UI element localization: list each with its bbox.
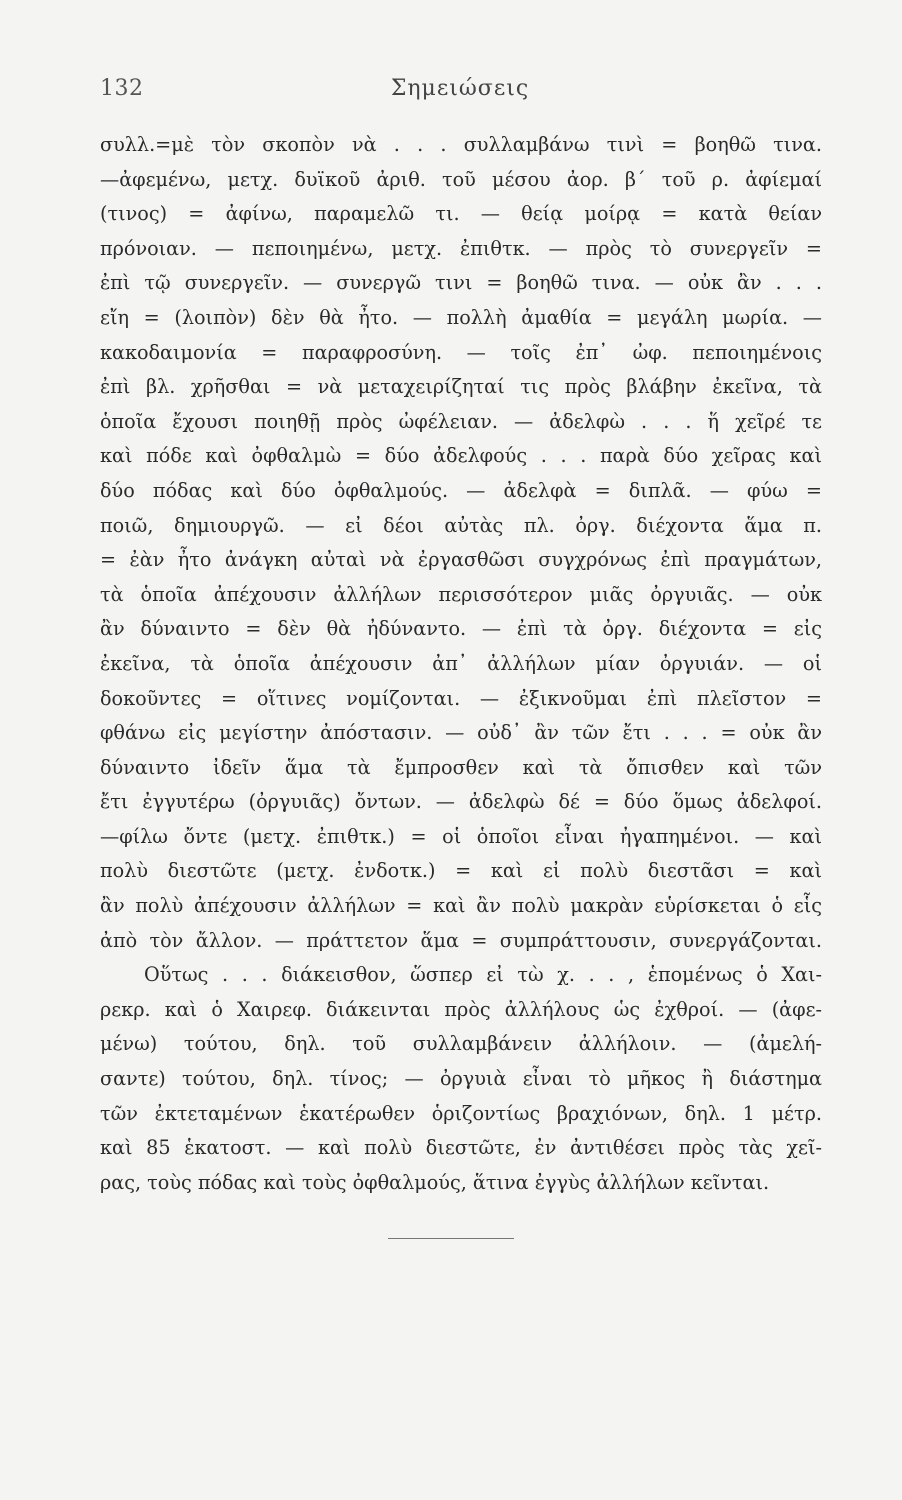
text-line: ἀπὸ τὸν ἄλλον. — πράττετον ἅμα = συμπράττουσιν, συνεργάζονται. [100, 928, 822, 952]
text-line: μένω) τούτου, δηλ. τοῦ συλλαμβάνειν ἀλλήλοιν. — (ἀμελή- [100, 1032, 822, 1056]
text-line: σαντε) τούτου, δηλ. τίνος; — ὀργυιὰ εἶναι τὸ μῆκος ἢ διάστημα [100, 1067, 822, 1091]
text-line: δοκοῦντες = οἵτινες νομίζονται. — ἐξικνοῦμαι ἐπὶ πλεῖστον = [100, 686, 822, 710]
text-line: = ἐὰν ἦτο ἀνάγκη αὐταὶ νὰ ἐργασθῶσι συγχρόνως ἐπὶ πραγμάτων, [100, 548, 822, 572]
text-line: πολὺ διεστῶτε (μετχ. ἐνδοτκ.) = καὶ εἰ πολὺ διεστᾶσι = καὶ [100, 859, 822, 883]
text-line: καὶ πόδε καὶ ὀφθαλμὼ = δύο ἀδελφούς . . . παρὰ δύο χεῖρας καὶ [100, 444, 822, 468]
text-line: ἂν πολὺ ἀπέχουσιν ἀλλήλων = καὶ ἂν πολὺ μακρὰν εὑρίσκεται ὁ εἷς [100, 894, 822, 918]
text-line: καὶ 85 ἑκατοστ. — καὶ πολὺ διεστῶτε, ἐν ἀντιθέσει πρὸς τὰς χεῖ- [100, 1136, 822, 1160]
text-line: δύο πόδας καὶ δύο ὀφθαλμούς. — ἀδελφὰ = διπλᾶ. — φύω = [100, 478, 822, 502]
text-line: ἔτι ἐγγυτέρω (ὀργυιᾶς) ὄντων. — ἀδελφὼ δέ = δύο ὅμως ἀδελφοί. [100, 790, 822, 814]
text-line: πρόνοιαν. — πεποιημένω, μετχ. ἐπιθτκ. — πρὸς τὸ συνεργεῖν = [100, 236, 822, 260]
text-line: (τινος) = ἀφίνω, παραμελῶ τι. — θείᾳ μοίρᾳ = κατὰ θείαν [100, 202, 822, 226]
text-line: συλλ.=μὲ τὸν σκοπὸν νὰ . . . συλλαμβάνω τινὶ = βοηθῶ τινα. [100, 133, 822, 156]
text-line: ρεκρ. καὶ ὁ Χαιρεφ. διάκεινται πρὸς ἀλλήλους ὡς ἐχθροί. — (ἀφε- [100, 997, 822, 1021]
running-title: Σημειώσεις [390, 76, 530, 101]
text-line: —ἀφεμένω, μετχ. δυϊκοῦ ἀριθ. τοῦ μέσου ἀορ. β΄ τοῦ ρ. ἀφίεμαί [100, 167, 822, 191]
page-number: 132 [100, 76, 144, 101]
text-line: τῶν ἐκτεταμένων ἑκατέρωθεν ὁριζοντίως βραχιόνων, δηλ. 1 μέτρ. [100, 1101, 822, 1125]
text-line: φθάνω εἰς μεγίστην ἀπόστασιν. — οὐδ᾿ ἂν τῶν ἔτι . . . = οὐκ ἂν [100, 721, 822, 745]
text-line: τὰ ὁποῖα ἀπέχουσιν ἀλλήλων περισσότερον μιᾶς ὀργυιᾶς. — οὐκ [100, 582, 822, 606]
footer-divider [388, 1238, 514, 1239]
text-line: εἴη = (λοιπὸν) δὲν θὰ ἦτο. — πολλὴ ἀμαθία = μεγάλη μωρία. — [100, 305, 822, 329]
notes-body [100, 128, 822, 1200]
text-line: ἐπὶ τῷ συνεργεῖν. — συνεργῶ τινι = βοηθῶ τινα. — οὐκ ἂν . . . [100, 271, 822, 295]
page-header [100, 76, 820, 106]
paragraph-first-line: Οὕτως . . . διάκεισθον, ὥσπερ εἰ τὼ χ. . . , ἑπομένως ὁ Χαι- [144, 963, 822, 987]
text-line-last: ρας, τοὺς πόδας καὶ τοὺς ὀφθαλμούς, ἅτινα ἐγγὺς ἀλλήλων κεῖνται. [100, 1170, 770, 1194]
text-line: ἂν δύναιντο = δὲν θὰ ἠδύναντο. — ἐπὶ τὰ ὀργ. διέχοντα = εἰς [100, 617, 822, 641]
text-line: κακοδαιμονία = παραφροσύνη. — τοῖς ἐπ᾿ ὠφ. πεποιημένοις [100, 340, 822, 364]
text-line: ὁποῖα ἔχουσι ποιηθῇ πρὸς ὠφέλειαν. — ἀδελφὼ . . . ἥ χεῖρέ τε [100, 409, 822, 433]
text-line: ἐκεῖνα, τὰ ὁποῖα ἀπέχουσιν ἀπ᾿ ἀλλήλων μίαν ὀργυιάν. — οἱ [100, 651, 822, 675]
text-line: ἐπὶ βλ. χρῆσθαι = νὰ μεταχειρίζηταί τις πρὸς βλάβην ἐκεῖνα, τὰ [100, 375, 822, 399]
text-line: ποιῶ, δημιουργῶ. — εἰ δέοι αὐτὰς πλ. ὀργ. διέχοντα ἅμα π. [100, 513, 822, 537]
text-line: δύναιντο ἰδεῖν ἅμα τὰ ἔμπροσθεν καὶ τὰ ὄπισθεν καὶ τῶν [100, 755, 822, 779]
text-line: —φίλω ὄντε (μετχ. ἐπιθτκ.) = οἱ ὁποῖοι εἶναι ἠγαπημένοι. — καὶ [100, 824, 822, 848]
